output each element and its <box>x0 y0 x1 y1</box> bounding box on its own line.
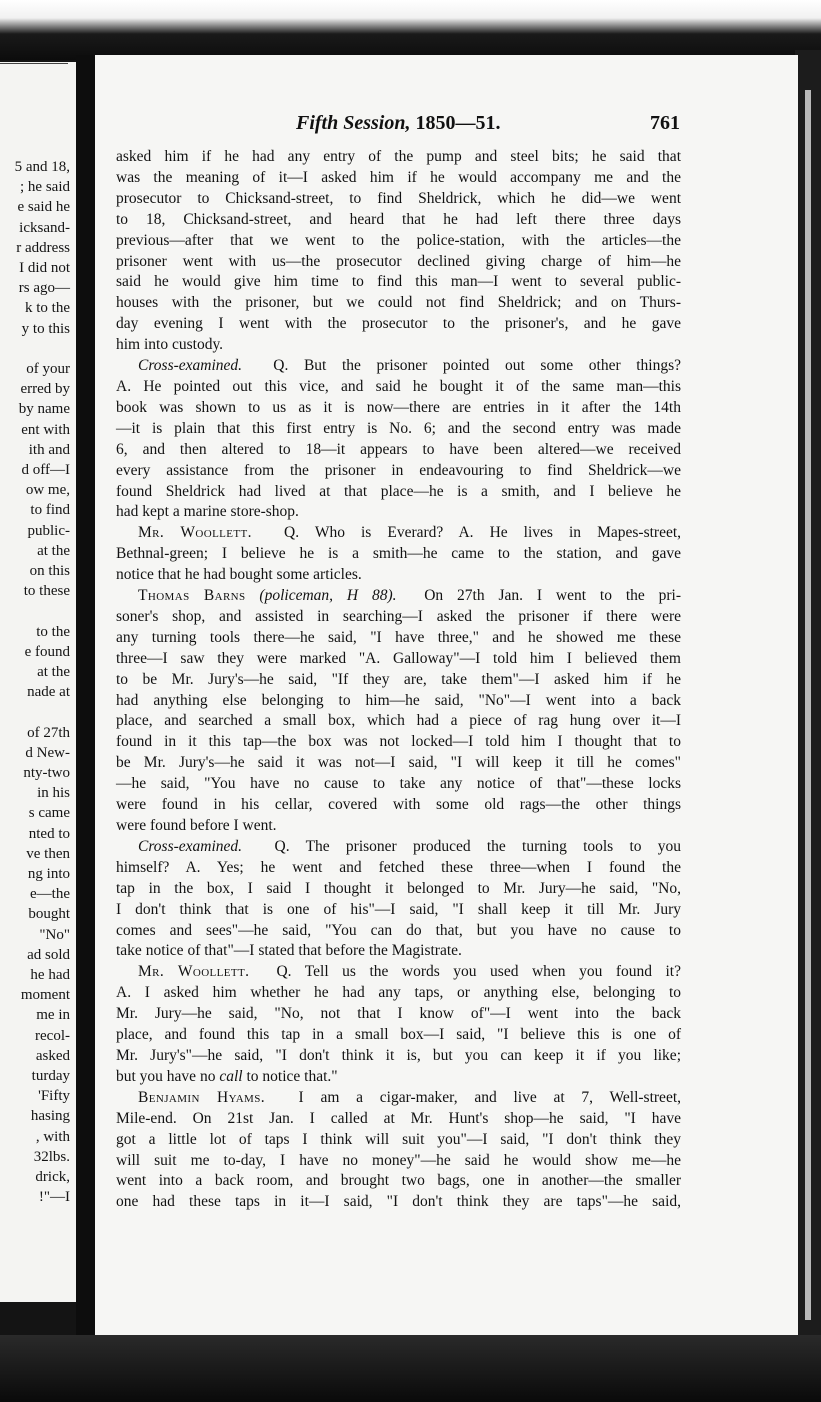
text-run: I am a cigar-maker, and live at 7, Well-street, <box>298 1088 682 1106</box>
text-line: prisoner went with us—the prosecutor declined giving charge of him—he <box>116 252 681 270</box>
left-page-edge <box>0 63 68 64</box>
left-column-fragment: ad sold <box>27 946 70 963</box>
text-line: three—I saw they were marked "A. Galloway"—I told him I believed them <box>116 649 681 667</box>
left-column-fragment: of 27th <box>27 724 70 741</box>
text-line: day evening I went with the prosecutor to the prisoner's, and he gave <box>116 315 681 333</box>
edge-stripe <box>805 90 811 1320</box>
left-page-fragment <box>0 62 80 1302</box>
text-line <box>116 523 681 544</box>
text-line: I don't think that is one of his"—I said, "I shall keep it till Mr. Jury <box>116 900 681 918</box>
left-column-fragment: 'Fifty <box>38 1088 70 1105</box>
text-line: —it is plain that this first entry is No. 6; and the second entry was made <box>116 419 681 437</box>
left-column-fragment: at the <box>37 664 70 680</box>
text-line: A. I asked him whether he had any taps, or anything else, belonging to <box>116 984 681 1002</box>
text-line: had anything else belonging to him—he said, "No"—I went into a back <box>116 691 681 709</box>
left-column-fragment: turday <box>31 1068 70 1084</box>
text-line <box>116 1067 681 1088</box>
left-column-fragment: recol- <box>35 1027 70 1044</box>
text-line: asked him if he had any entry of the pump and steel bits; he said that <box>116 148 681 165</box>
left-column-fragment: d New- <box>25 744 70 761</box>
text-line: found in it this tap—the box was not locked—I told him I thought that to <box>116 733 681 751</box>
text-line: Mr. Jury—he said, "No, not that I know of"—I went into the back <box>116 1005 681 1023</box>
witness-name: Thomas Barns <box>138 587 246 605</box>
text-line: had kept a marine store-shop. <box>116 503 299 521</box>
text-line <box>116 962 681 983</box>
text-line <box>116 586 681 607</box>
left-column-fragment: 32lbs. <box>33 1148 70 1165</box>
text-line: A. He pointed out this vice, and said he bought it of the same man—this <box>116 377 681 395</box>
text-line: to be Mr. Jury's—he said, "If they are, take them"—I asked him if he <box>116 670 681 688</box>
text-line: previous—after that we went to the police-station, with the articles—the <box>116 231 681 249</box>
emphasis-word: call <box>219 1067 243 1085</box>
text-line: any turning tools there—he said, "I have three," and he showed me these <box>116 628 681 646</box>
session-title <box>296 112 500 135</box>
scan-top-edge <box>0 0 821 60</box>
left-column-fragment: he had <box>30 967 70 983</box>
left-column-fragment: ; he said <box>20 179 70 196</box>
left-column-fragment: on this <box>29 563 70 579</box>
left-column-fragment: e—the <box>30 886 70 903</box>
text-run: but you have no <box>116 1067 220 1085</box>
witness-role: (policeman, H 88). <box>259 587 397 605</box>
left-column-fragment: e said he <box>17 199 70 216</box>
left-column-fragment: drick, <box>35 1169 70 1185</box>
cross-examined-label: Cross-examined. <box>138 837 243 855</box>
scan-bottom-edge <box>0 1335 821 1402</box>
left-column-fragment: icksand- <box>19 219 70 236</box>
text-line <box>116 356 681 377</box>
left-column-fragment: bought <box>28 906 70 923</box>
left-column-fragment: I did not <box>19 260 70 276</box>
text-line: got a little lot of taps I think will suit you"—I said, "I don't think they <box>116 1130 681 1148</box>
paragraph-1 <box>116 147 681 356</box>
text-line: prosecutor to Chicksand-street, to find Sheldrick, which he did—we went <box>116 189 681 207</box>
text-line: be Mr. Jury's—he said it was not—I said, "I will keep it till he comes" <box>116 754 681 772</box>
left-column-fragment: r address <box>16 239 70 256</box>
left-column-fragment: nted to <box>28 825 70 842</box>
left-column-fragment: by name <box>18 401 70 418</box>
left-column-fragment: public- <box>27 522 70 539</box>
left-column-fragment: ow me, <box>25 482 70 499</box>
left-column-fragment: hasing <box>30 1108 70 1125</box>
left-column-fragment: moment <box>20 987 70 1004</box>
text-line: notice that he had bought some articles. <box>116 566 362 584</box>
page-number: 761 <box>650 112 680 134</box>
text-line: soner's shop, and assisted in searching—I asked the prisoner if there were <box>116 607 681 625</box>
text-run: to notice that." <box>242 1067 338 1085</box>
text-line: houses with the prisoner, but we could not find Sheldrick; and on Thurs- <box>116 294 681 312</box>
witness-name: Benjamin Hyams. <box>138 1088 266 1106</box>
text-run: Q. But the prisoner pointed out some other things? <box>273 357 681 375</box>
right-page-edge <box>795 50 821 1340</box>
left-column-fragment: e found <box>24 643 70 660</box>
left-column-fragment: erred by <box>20 381 70 398</box>
session-label: Fifth Session, <box>296 112 411 134</box>
left-column-fragment: y to this <box>21 320 70 337</box>
text-line: himself? A. Yes; he went and fetched these three—when I found the <box>116 858 681 876</box>
left-column-fragment: "No" <box>39 926 70 943</box>
left-column-fragment: d off—I <box>21 462 70 478</box>
text-line: book was shown to us as it is now—there are entries in it after the 14th <box>116 398 681 416</box>
paragraph-7 <box>116 1088 681 1213</box>
text-line: found Sheldrick had lived at that place—he is a smith, and I believe he <box>116 482 681 500</box>
text-line <box>116 1088 681 1109</box>
text-line: tap in the box, I said I thought it belonged to Mr. Jury—he said, "No, <box>116 879 681 897</box>
text-line: were found before I went. <box>116 817 277 834</box>
right-page <box>95 55 798 1335</box>
left-column-fragment: , with <box>35 1128 70 1145</box>
text-line: went into a back room, and brought two bags, one in another—the smaller <box>116 1172 681 1190</box>
text-line: one had these taps in it—I said, "I don't think they are taps"—he said, <box>116 1193 681 1211</box>
body-text <box>116 147 681 1213</box>
text-line <box>116 837 681 858</box>
paragraph-4 <box>116 586 681 837</box>
left-column-fragment: asked <box>35 1047 70 1064</box>
left-column-fragment: to find <box>30 502 70 519</box>
text-line: place, and searched a small box, which had a piece of rag hung over it—I <box>116 712 681 730</box>
text-line: him into custody. <box>116 336 224 354</box>
cross-examined-label: Cross-examined. <box>138 357 243 375</box>
text-run: Q. Tell us the words you used when you found it? <box>276 963 681 981</box>
left-column-fragment: ent with <box>21 421 70 438</box>
text-run: On 27th Jan. I went to the pri- <box>424 587 682 605</box>
book-gutter <box>76 55 96 1335</box>
left-column-fragment: ve then <box>26 845 70 862</box>
speaker-name: Mr. Woollett. <box>138 963 250 981</box>
speaker-name: Mr. Woollett. <box>138 524 252 542</box>
text-line: Mile-end. On 21st Jan. I called at Mr. Hunt's shop—he said, "I have <box>116 1109 681 1127</box>
text-line: Mr. Jury's"—he said, "I don't think it is, but you can keep it if you like; <box>116 1046 681 1064</box>
paragraph-6 <box>116 962 681 1087</box>
text-line: 6, and then altered to 18—it appears to have been altered—we received <box>116 440 681 458</box>
running-header <box>95 112 798 142</box>
paragraph-5 <box>116 837 681 962</box>
left-column-fragment: k to the <box>25 300 70 317</box>
left-column-fragment: of your <box>26 361 70 377</box>
text-run: Q. Who is Everard? A. He lives in Mapes-street, <box>284 524 682 542</box>
left-column-fragment: ith and <box>28 441 70 458</box>
left-column-fragment: 5 and 18, <box>14 159 70 175</box>
text-line: every assistance from the prisoner in endeavouring to find Sheldrick—we <box>116 461 681 479</box>
text-line: were found in his cellar, covered with some old rags—the other things <box>116 796 681 814</box>
left-column-fragment: to the <box>36 623 70 640</box>
text-line: comes and sees"—he said, "You can do that, but you have no cause to <box>116 921 681 939</box>
text-run: Q. The prisoner produced the turning tools to you <box>274 837 682 855</box>
text-line: —he said, "You have no cause to take any notice of that"—these locks <box>116 775 681 793</box>
left-column-fragment: in his <box>37 785 70 802</box>
left-column-fragment: nty-two <box>23 765 70 781</box>
paragraph-3 <box>116 523 681 586</box>
text-line: was the meaning of it—I asked him if he would accompany me and the <box>116 168 681 186</box>
text-line: said he would give him time to find this man—I went to several public- <box>116 273 681 291</box>
left-column-fragment: !"—I <box>38 1189 70 1206</box>
left-column-fragment: s came <box>28 805 70 822</box>
text-line: place, and found this tap in a small box—I said, "I believe this is one of <box>116 1026 681 1044</box>
session-years: 1850—51. <box>415 112 501 134</box>
left-column-fragment: me in <box>36 1007 70 1024</box>
left-column-fragment: nade at <box>27 684 70 701</box>
paragraph-2 <box>116 356 681 523</box>
text-line: will suit me to-day, I have no money"—he said he would show me—he <box>116 1151 681 1169</box>
left-column-fragment: rs ago— <box>18 280 70 297</box>
left-column-fragment: at the <box>37 542 70 559</box>
left-column-fragment: to these <box>23 583 70 600</box>
text-line: Bethnal-green; I believe he is a smith—he came to the station, and gave <box>116 545 681 563</box>
left-column-fragment: ng into <box>27 866 70 882</box>
text-line: to 18, Chicksand-street, and heard that he had left there three days <box>116 210 681 228</box>
text-line: take notice of that"—I stated that before the Magistrate. <box>116 942 462 960</box>
